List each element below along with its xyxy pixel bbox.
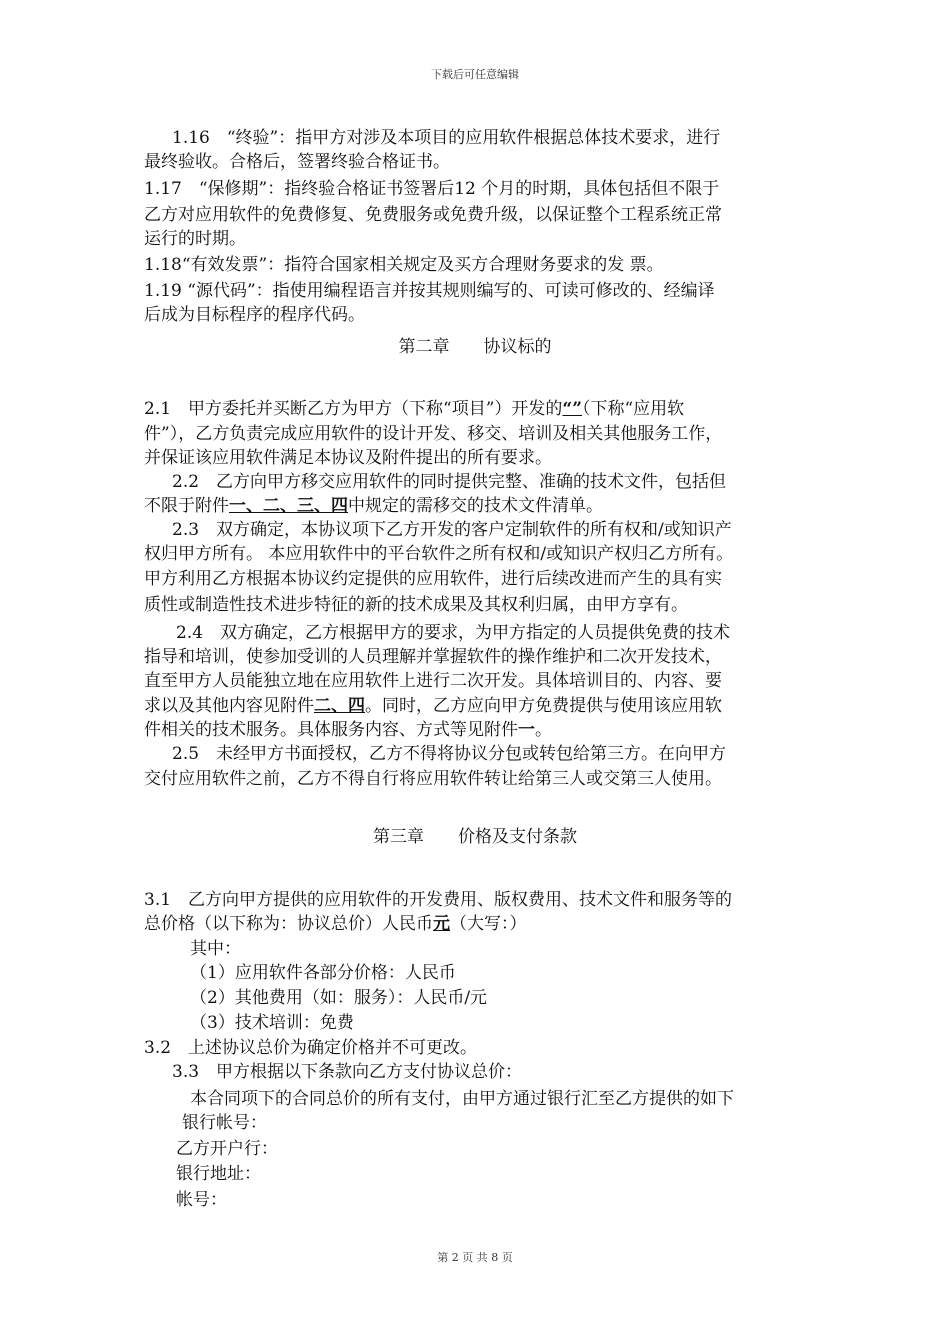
clause-2-3: 2.3 双方确定，本协议项下乙方开发的客户定制软件的所有权和/或知识产 bbox=[172, 520, 732, 540]
clause-line: 件”），乙方负责完成应用软件的设计开发、移交、培训及相关其他服务工作， bbox=[144, 424, 723, 444]
page-header: 下载后可任意编辑 bbox=[431, 68, 519, 81]
clause-line: 乙方对应用软件的免费修复、免费服务或免费升级，以保证整个工程系统正常 bbox=[144, 205, 722, 225]
clause-line: 最终验收。合格后，签署终验合格证书。 bbox=[144, 152, 450, 172]
chapter-2-title: 第二章 协议标的 bbox=[398, 337, 552, 357]
clause-line: 总价格（以下称为：协议总价）人民币元（大写：） bbox=[144, 914, 527, 934]
annex-reference: 二、四 bbox=[314, 696, 365, 716]
clause-line: 求以及其他内容见附件二、四。同时，乙方应向甲方免费提供与使用该应用软 bbox=[144, 696, 722, 716]
clause-line: 本合同项下的合同总价的所有支付，由甲方通过银行汇至乙方提供的如下 bbox=[190, 1089, 734, 1109]
clause-3-2: 3.2 上述协议总价为确定价格并不可更改。 bbox=[144, 1038, 478, 1058]
clause-3-3: 3.3 甲方根据以下条款向乙方支付协议总价： bbox=[172, 1062, 523, 1082]
annex-reference: 一、二、三、四 bbox=[229, 496, 348, 516]
clause-2-1: 2.1 甲方委托并买断乙方为甲方（下称“项目”）开发的“”（下称“应用软 bbox=[144, 399, 685, 419]
clause-line: 指导和培训，使参加受训的人员理解并掌握软件的操作维护和二次开发技术， bbox=[144, 647, 722, 667]
clause-line: 甲方利用乙方根据本协议约定提供的应用软件，进行后续改进而产生的具有实 bbox=[144, 569, 722, 589]
clause-3-1: 3.1 乙方向甲方提供的应用软件的开发费用、版权费用、技术文件和服务等的 bbox=[144, 890, 733, 910]
currency-unit: 元 bbox=[433, 914, 450, 934]
clause-1-17: 1.17 “保修期”：指终验合格证书签署后12 个月的时期，具体包括但不限于 bbox=[144, 179, 720, 199]
clause-line: 质性或制造性技术进步特征的新的技术成果及其权利归属，由甲方享有。 bbox=[144, 595, 688, 615]
clause-1-18: 1.18“有效发票”：指符合国家相关规定及买方合理财务要求的发 票。 bbox=[144, 255, 664, 275]
annex-reference: 一 bbox=[518, 720, 535, 740]
project-name-blank: “” bbox=[562, 399, 582, 419]
clause-line: 直至甲方人员能独立地在应用软件上进行二次开发。具体培训目的、内容、要 bbox=[144, 671, 722, 691]
clause-line: 并保证该应用软件满足本协议及附件提出的所有要求。 bbox=[144, 448, 552, 468]
chapter-3-title: 第三章 价格及支付条款 bbox=[373, 827, 577, 847]
price-item-3: （3）技术培训：免费 bbox=[190, 1013, 354, 1033]
page-number: 第 2 页 共 8 页 bbox=[437, 1251, 513, 1264]
price-item-1: （1）应用软件各部分价格：人民币 bbox=[190, 963, 456, 983]
clause-line: 件相关的技术服务。具体服务内容、方式等见附件一。 bbox=[144, 720, 552, 740]
clause-line: 运行的时期。 bbox=[144, 229, 246, 249]
bank-address-label: 银行地址： bbox=[176, 1164, 261, 1184]
clause-line: 权归甲方所有。 本应用软件中的平台软件之所有权和/或知识产权归乙方所有。 bbox=[144, 544, 734, 564]
clause-1-16: 1.16 “终验”：指甲方对涉及本项目的应用软件根据总体技术要求，进行 bbox=[172, 128, 721, 148]
price-item-2: （2）其他费用（如：服务）：人民币/元 bbox=[190, 988, 488, 1008]
bank-name-label: 乙方开户行： bbox=[176, 1139, 278, 1159]
clause-line: 后成为目标程序的程序代码。 bbox=[144, 305, 365, 325]
clause-line: 其中： bbox=[190, 939, 241, 959]
clause-line: 交付应用软件之前，乙方不得自行将应用软件转让给第三人或交第三人使用。 bbox=[144, 769, 722, 789]
clause-1-19: 1.19 “源代码”：指使用编程语言并按其规则编写的、可读可修改的、经编译 bbox=[144, 281, 715, 301]
clause-2-5: 2.5 未经甲方书面授权，乙方不得将协议分包或转包给第三方。在向甲方 bbox=[172, 744, 727, 764]
clause-line: 银行帐号： bbox=[182, 1113, 267, 1133]
account-number-label: 帐号： bbox=[176, 1190, 227, 1210]
clause-2-4: 2.4 双方确定，乙方根据甲方的要求，为甲方指定的人员提供免费的技术 bbox=[176, 623, 731, 643]
clause-2-2: 2.2 乙方向甲方移交应用软件的同时提供完整、准确的技术文件，包括但 bbox=[172, 472, 727, 492]
clause-line: 不限于附件一、二、三、四中规定的需移交的技术文件清单。 bbox=[144, 496, 603, 516]
